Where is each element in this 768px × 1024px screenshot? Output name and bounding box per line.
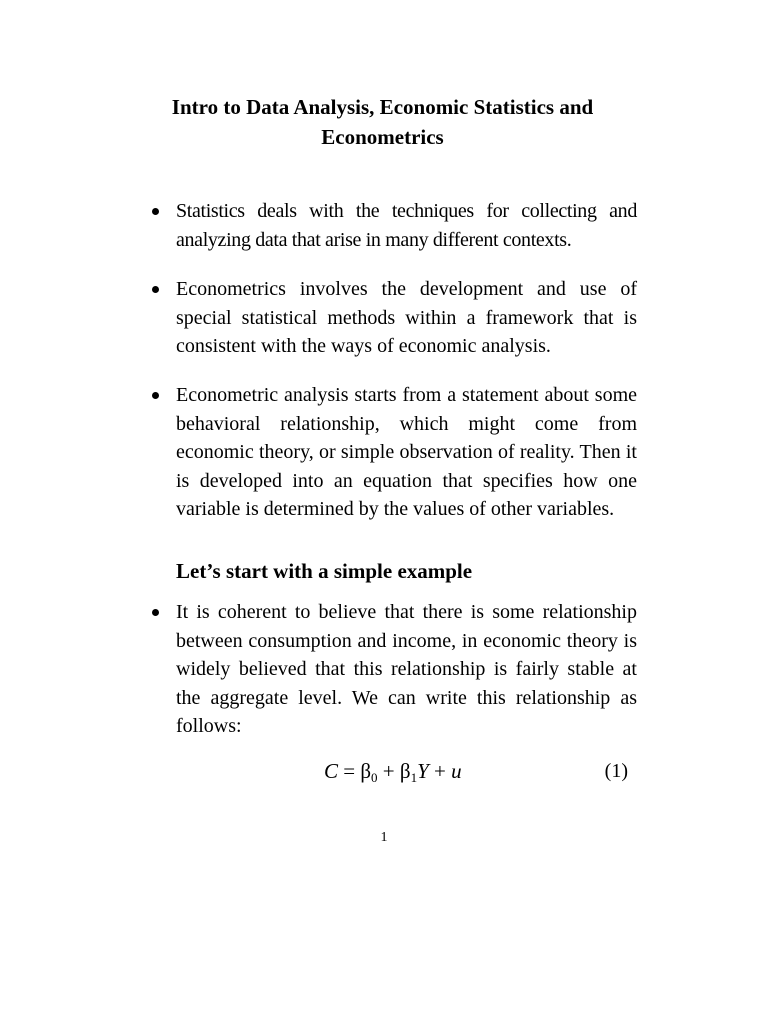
bullet-text: Statistics deals with the techniques for collecting and analyzing data that arise in many different contexts. bbox=[176, 200, 637, 251]
bullet-consumption-income bbox=[152, 598, 642, 741]
bullet-text: Econometrics involves the development and use of special statistical methods within a framework that is consistent with the ways of economic analysis. bbox=[176, 278, 637, 357]
equation bbox=[324, 756, 462, 786]
subscript-0: 0 bbox=[371, 770, 378, 785]
beta-1: β bbox=[399, 759, 411, 783]
bullet-marker bbox=[152, 392, 159, 399]
equation-lhs: C bbox=[324, 759, 339, 783]
equals-sign: = bbox=[343, 759, 356, 783]
variable-u: u bbox=[451, 759, 462, 783]
section-subheading: Let’s start with a simple example bbox=[176, 559, 473, 583]
page-number: 1 bbox=[380, 830, 388, 845]
bullet-marker bbox=[152, 609, 159, 616]
bullet-econometrics bbox=[152, 275, 642, 361]
bullet-statistics bbox=[152, 197, 642, 254]
document-title: Intro to Data Analysis, Economic Statistics and Econometrics bbox=[171, 95, 594, 149]
bullet-marker bbox=[152, 286, 159, 293]
variable-y: Y bbox=[417, 759, 429, 783]
subscript-1: 1 bbox=[410, 770, 418, 785]
plus-sign: + bbox=[434, 759, 446, 783]
bullet-econometric-analysis bbox=[152, 381, 642, 524]
plus-sign: + bbox=[382, 759, 395, 783]
bullet-text: Econometric analysis starts from a statement about some behavioral relationship, which might come from economic theory, or simple observation of reality. Then it is developed into an equation that specifies how one variable is determined by the values of other variables. bbox=[176, 384, 637, 520]
equation-row bbox=[176, 756, 628, 788]
bullet-marker bbox=[152, 208, 159, 215]
beta-0: β bbox=[360, 759, 372, 783]
equation-number: (1) bbox=[604, 760, 628, 782]
bullet-text: It is coherent to believe that there is some relationship between consumption and income, in economic theory is widely believed that this relationship is fairly stable at the aggregate level. We can write this relationship as follows: bbox=[176, 601, 637, 737]
